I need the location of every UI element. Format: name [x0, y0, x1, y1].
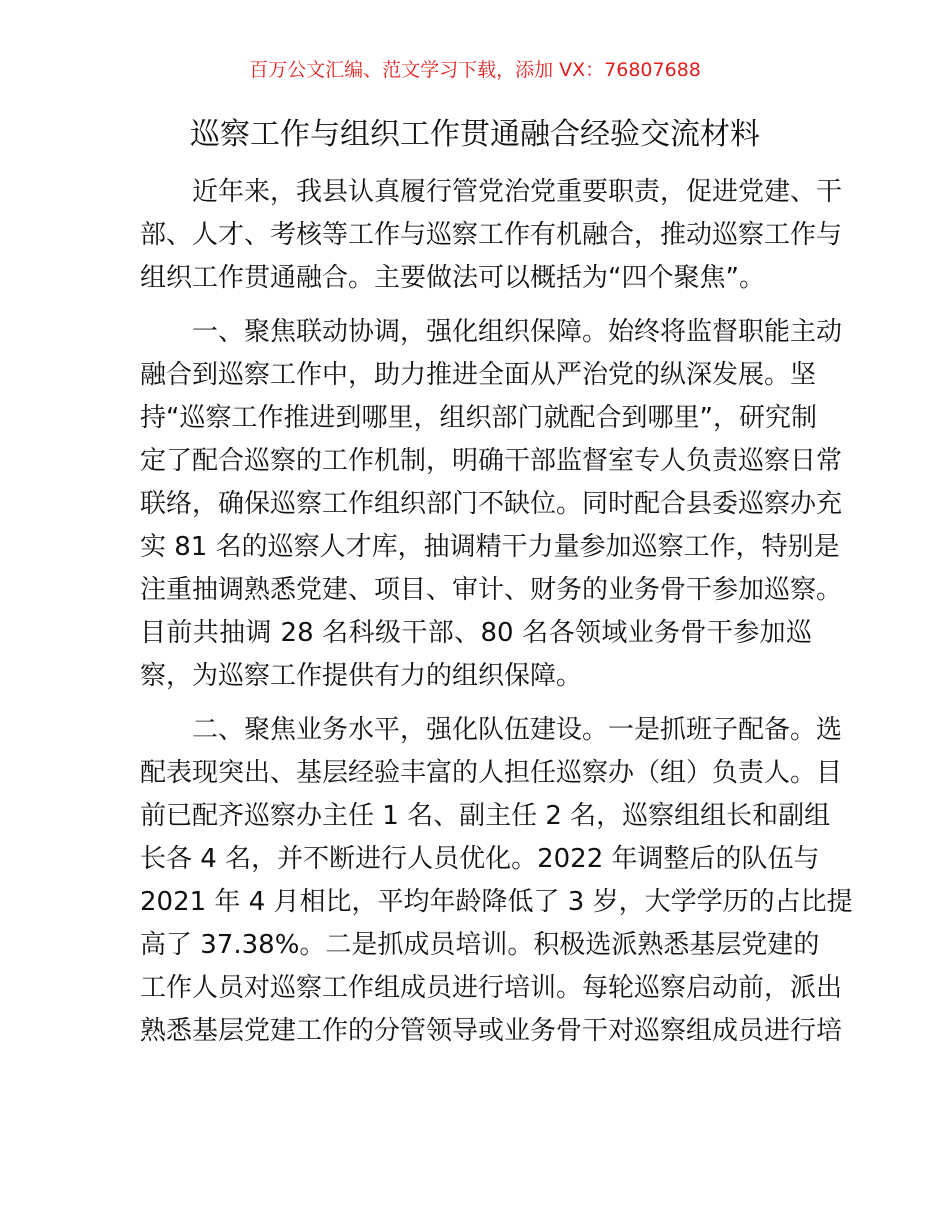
document-title: 巡察工作与组织工作贯通融合经验交流材料 — [190, 117, 760, 152]
paragraph-line: 二、聚焦业务水平，强化队伍建设。一是抓班子配备。选 — [192, 715, 843, 745]
paragraph-line: 2021 年 4 月相比，平均年龄降低了 3 岁，大学学历的占比提 — [140, 887, 853, 917]
paragraph-line: 高了 37.38%。二是抓成员培训。积极选派熟悉基层党建的 — [140, 930, 820, 960]
paragraph — [140, 709, 853, 1053]
paragraph-line: 一、聚焦联动协调，强化组织保障。始终将监督职能主动 — [192, 317, 843, 347]
paragraph — [140, 171, 843, 300]
paragraph-line: 部、人才、考核等工作与巡察工作有机融合，推动巡察工作与 — [140, 220, 843, 250]
paragraph-line: 配表现突出、基层经验丰富的人担任巡察办（组）负责人。目 — [140, 758, 843, 788]
paragraph-line: 注重抽调熟悉党建、项目、审计、财务的业务骨干参加巡察。 — [140, 575, 843, 605]
paragraph-line: 融合到巡察工作中，助力推进全面从严治党的纵深发展。坚 — [140, 360, 817, 390]
paragraph-line: 目前共抽调 28 名科级干部、80 名各领域业务骨干参加巡 — [140, 618, 812, 648]
paragraph-line: 前已配齐巡察办主任 1 名、副主任 2 名，巡察组组长和副组 — [140, 801, 831, 831]
paragraph-line: 察，为巡察工作提供有力的组织保障。 — [140, 661, 583, 691]
paragraph-line: 工作人员对巡察工作组成员进行培训。每轮巡察启动前，派出 — [140, 973, 843, 1003]
document-body — [140, 171, 853, 1064]
paragraph-line: 定了配合巡察的工作机制，明确干部监督室专人负责巡察日常 — [140, 446, 843, 476]
paragraph-line: 长各 4 名，并不断进行人员优化。2022 年调整后的队伍与 — [140, 844, 820, 874]
paragraph-line: 熟悉基层党建工作的分管领导或业务骨干对巡察组成员进行培 — [140, 1016, 843, 1046]
paragraph-line: 联络，确保巡察工作组织部门不缺位。同时配合县委巡察办充 — [140, 489, 843, 519]
download-banner: 百万公文汇编、范文学习下载，添加 VX：76807688 — [249, 59, 701, 81]
paragraph-line: 持“巡察工作推进到哪里，组织部门就配合到哪里”，研究制 — [140, 403, 817, 433]
paragraph-line: 组织工作贯通融合。主要做法可以概括为“四个聚焦”。 — [140, 263, 765, 293]
paragraph-line: 实 81 名的巡察人才库，抽调精干力量参加巡察工作，特别是 — [140, 532, 840, 562]
paragraph-line: 近年来，我县认真履行管党治党重要职责，促进党建、干 — [192, 177, 843, 207]
paragraph — [140, 311, 843, 698]
